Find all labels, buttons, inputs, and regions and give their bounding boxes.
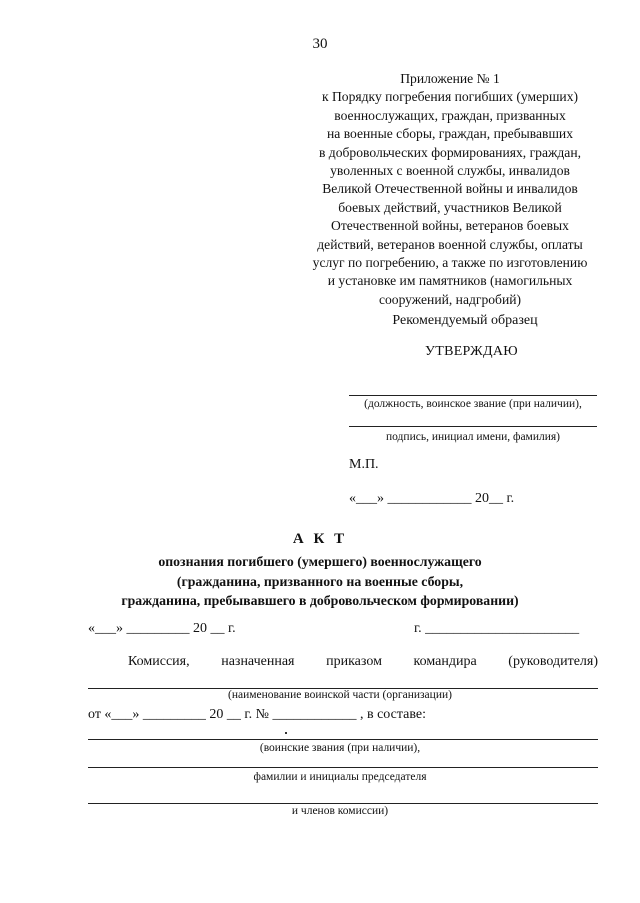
appendix-line: услуг по погребению, а также по изготовлению <box>312 255 588 271</box>
ranks-caption: (воинские звания (при наличии), <box>259 742 421 754</box>
unit-caption: (наименование воинской части (организации) <box>228 689 452 701</box>
order-line[interactable]: от «___» _________ 20 __ г. № ____________ , в составе: <box>88 707 426 722</box>
speck-mark <box>285 732 287 734</box>
appendix-line: уволенных с военной службы, инвалидов <box>330 163 570 179</box>
commission-word: командира <box>413 654 477 669</box>
commission-word: Комиссия, <box>128 654 190 669</box>
commission-word: назначенная <box>221 654 295 669</box>
appendix-line: сооружений, надгробий) <box>378 291 522 307</box>
commission-sentence <box>128 654 598 670</box>
appendix-line: к Порядку погребения погибших (умерших) <box>321 89 579 105</box>
act-subtitle-line: (гражданина, призванного на военные сборы, <box>176 573 464 589</box>
signature-caption: подпись, инициал имени, фамилия) <box>385 431 561 443</box>
approve-heading: УТВЕРЖДАЮ <box>425 344 518 359</box>
position-line[interactable] <box>349 395 597 396</box>
recommended-sample: Рекомендуемый образец <box>392 313 538 328</box>
act-city[interactable]: г. ______________________ <box>414 621 580 636</box>
appendix-line: и установке им памятников (намогильных <box>327 273 573 289</box>
appendix-line: Отечественной войны, ветеранов боевых <box>331 218 569 234</box>
members-line[interactable] <box>88 803 598 804</box>
commission-word: приказом <box>326 654 382 669</box>
page-number: 30 <box>312 36 328 52</box>
members-caption: и членов комиссии) <box>291 805 389 817</box>
act-date[interactable]: «___» _________ 20 __ г. <box>88 621 236 636</box>
act-subtitle-line: опознания погибшего (умершего) военнослужащего <box>158 554 482 569</box>
appendix-line: на военные сборы, граждан, пребывавших <box>327 126 573 142</box>
act-title: А К Т <box>292 531 348 547</box>
ranks-line[interactable] <box>88 739 598 740</box>
position-caption: (должность, воинское звание (при наличии), <box>364 398 582 410</box>
appendix-line: в добровольческих формированиях, граждан, <box>318 144 581 160</box>
chair-caption: фамилии и инициалы председателя <box>253 771 427 783</box>
chair-line[interactable] <box>88 767 598 768</box>
appendix-line: Великой Отечественной войны и инвалидов <box>322 181 578 197</box>
appendix-line: боевых действий, участников Великой <box>338 199 562 215</box>
appendix-line: военнослужащих, граждан, призванных <box>334 107 566 123</box>
appendix-line: Приложение № 1 <box>400 71 500 86</box>
signature-line[interactable] <box>349 426 597 427</box>
appendix-header <box>290 70 610 309</box>
act-subtitle <box>0 552 640 611</box>
commission-word: (руководителя) <box>508 654 598 669</box>
approve-date[interactable]: «___» ____________ 20__ г. <box>349 491 515 506</box>
stamp-place: М.П. <box>349 457 379 472</box>
appendix-line: действий, ветеранов военной службы, оплаты <box>317 236 583 252</box>
act-subtitle-line: гражданина, пребывавшего в добровольческом формировании) <box>121 593 519 608</box>
